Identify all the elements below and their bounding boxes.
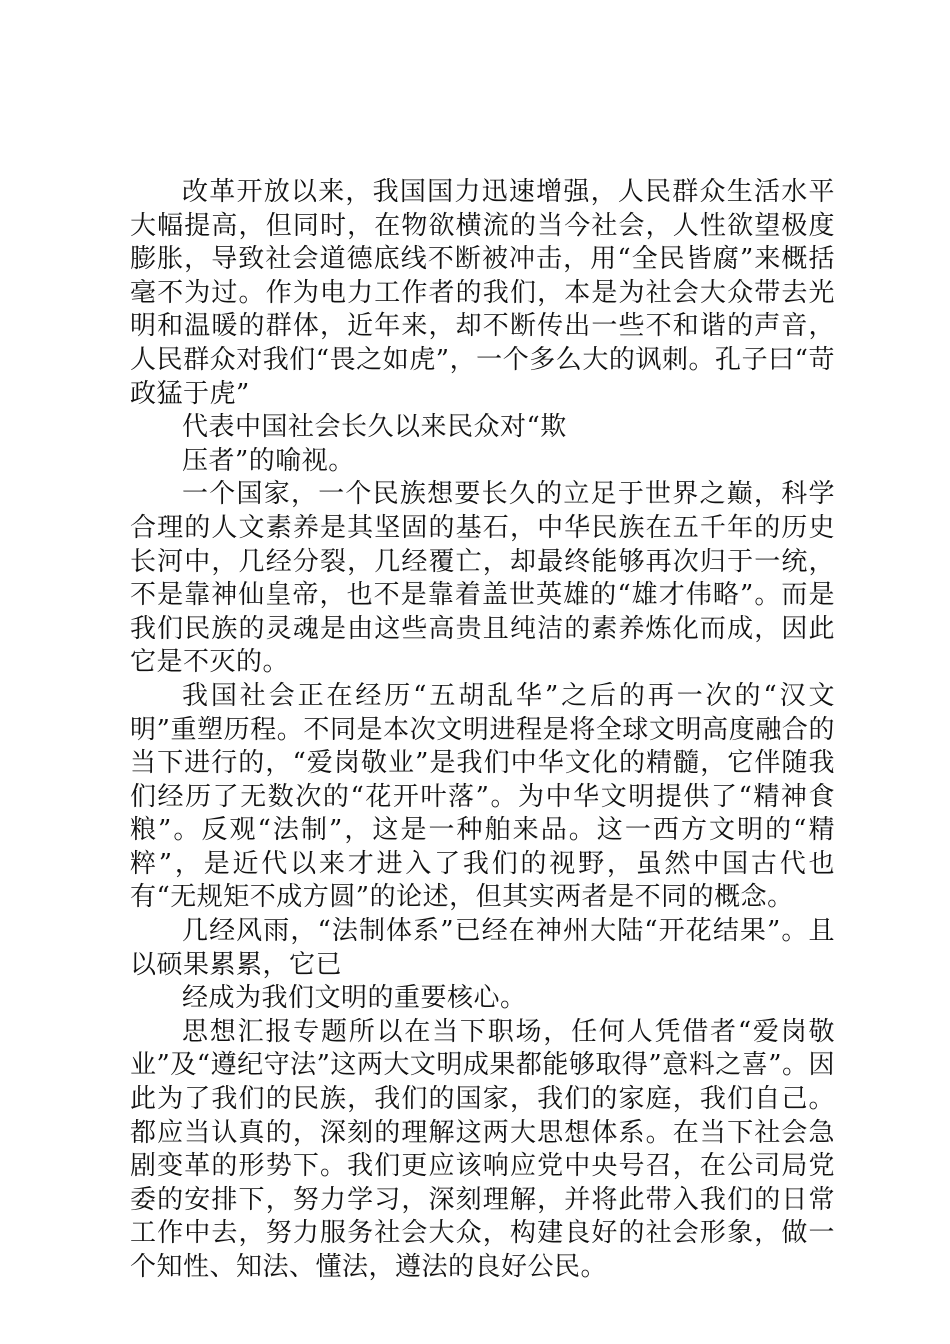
document-body — [130, 176, 835, 1285]
paragraph-6: 几经风雨，“法制体系”已经在神州大陆“开花结果”。且以硕果累累，它已 — [130, 916, 835, 980]
paragraph-5: 我国社会正在经历“五胡乱华”之后的再一次的“汉文明”重塑历程。不同是本次文明进程是将全球文明高度融合的当下进行的，“爱岗敬业”是我们中华文化的精髓，它伴随我们经历了无数次的“花开叶落”。为中华文明提供了“精神食粮”。反观“法制”，这是一种舶来品。这一西方文明的“精粹”，是近代以来才进入了我们的视野，虽然中国古代也有“无规矩不成方圆”的论述，但其实两者是不同的概念。 — [130, 680, 835, 913]
paragraph-2: 代表中国社会长久以来民众对“欺 — [182, 412, 567, 443]
paragraph-3: 压者”的喻视。 — [182, 445, 355, 476]
paragraph-8: 思想汇报专题所以在当下职场，任何人凭借者“爱岗敬业”及“遵纪守法”这两大文明成果都能够取得”意料之喜”。因此为了我们的民族，我们的国家，我们的家庭，我们自己。都应当认真的，深刻的理解这两大思想体系。在当下社会急剧变革的形势下。我们更应该响应党中央号召，在公司局党委的安排下，努力学习，深刻理解，并将此带入我们的日常工作中去，努力服务社会大众，构建良好的社会形象，做一个知性、知法、懂法，遵法的良好公民。 — [130, 1016, 835, 1282]
paragraph-1: 改革开放以来，我国国力迅速增强，人民群众生活水平大幅提高，但同时，在物欲横流的当今社会，人性欲望极度膨胀，导致社会道德底线不断被冲击，用“全民皆腐”来概括毫不为过。作为电力工作者的我们，本是为社会大众带去光明和温暖的群体，近年来，却不断传出一些不和谐的声音，人民群众对我们“畏之如虎”，一个多么大的讽刺。孔子曰“苛政猛于虎” — [130, 177, 835, 409]
paragraph-4: 一个国家，一个民族想要长久的立足于世界之巅，科学合理的人文素养是其坚固的基石，中华民族在五千年的历史长河中，几经分裂，几经覆亡，却最终能够再次归于一统，不是靠神仙皇帝，也不是靠着盖世英雄的“雄才伟略”。而是我们民族的灵魂是由这些高贵且纯洁的素养炼化而成，因此它是不灭的。 — [130, 479, 835, 678]
paragraph-7: 经成为我们文明的重要核心。 — [182, 983, 527, 1014]
